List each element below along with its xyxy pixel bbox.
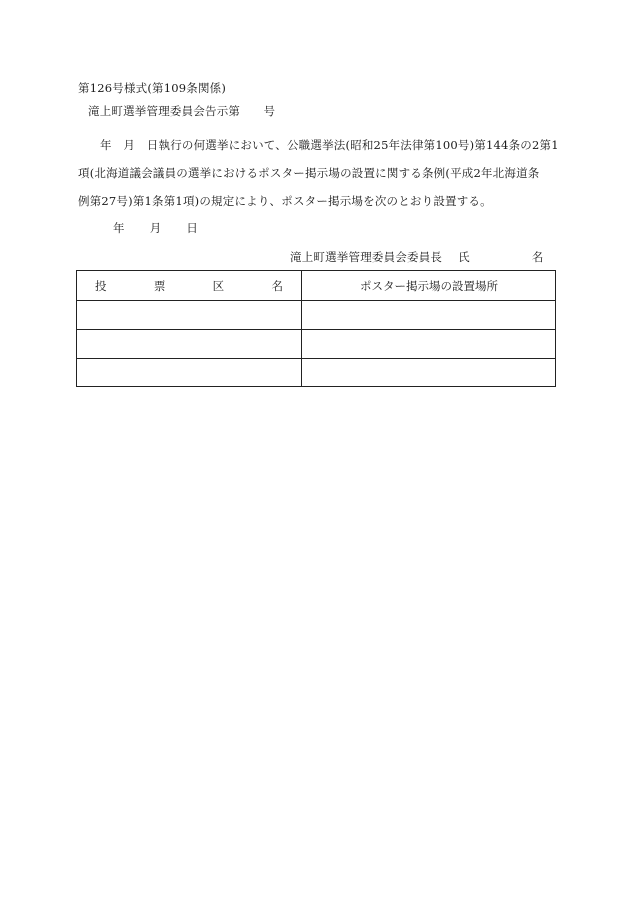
body-text-line-2: 項(北海道議会議員の選挙におけるポスター掲示場の設置に関する条例(平成2年北海道条 (78, 166, 540, 180)
date-month: 月 (149, 221, 162, 235)
header-char: 票 (153, 278, 166, 293)
date-line (113, 221, 198, 235)
signature-shi: 氏 (458, 250, 470, 264)
date-day: 日 (186, 221, 199, 235)
date-year: 年 (113, 221, 125, 235)
table-cell-location (302, 301, 555, 329)
table-cell-district (77, 359, 300, 386)
table-cell-location (302, 330, 555, 358)
signature-org: 滝上町選挙管理委員会委員長 (290, 250, 443, 264)
table-cell-district (77, 301, 300, 329)
form-number: 第126号様式(第109条関係) (78, 81, 227, 95)
header-char: 名 (271, 278, 283, 293)
table-cell-location (302, 359, 555, 386)
header-polling-district (77, 271, 301, 300)
signature-mei: 名 (531, 250, 544, 264)
signature-line (290, 250, 544, 264)
body-text-line-1: 年 月 日執行の何選挙において、公職選挙法(昭和25年法律第100号)第144条の2第1 (100, 138, 559, 152)
header-poster-location: ポスター掲示場の設置場所 (360, 278, 498, 293)
notice-title: 滝上町選挙管理委員会告示第 号 (88, 104, 276, 118)
body-text-line-3: 例第27号)第1条第1項)の規定により、ポスター掲示場を次のとおり設置する。 (78, 194, 492, 208)
header-char: 区 (212, 278, 225, 293)
header-char: 投 (95, 278, 107, 293)
poster-board-table (76, 270, 556, 387)
table-cell-district (77, 330, 300, 358)
